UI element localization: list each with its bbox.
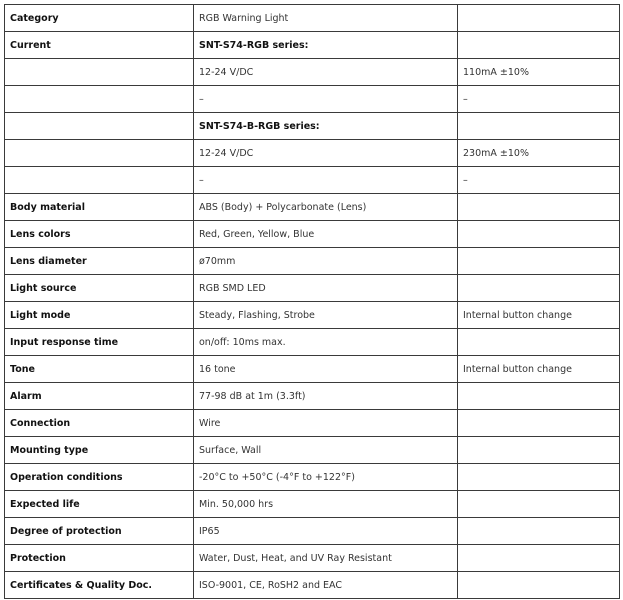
row-label: Mounting type (5, 437, 194, 464)
row-value: SNT-S74-RGB series: (194, 32, 458, 59)
row-extra (458, 410, 620, 437)
row-extra: 230mA ±10% (458, 140, 620, 167)
table-row (5, 140, 620, 167)
table-row (5, 302, 620, 329)
table-row (5, 329, 620, 356)
table-row (5, 410, 620, 437)
row-extra: 110mA ±10% (458, 59, 620, 86)
row-label: Lens diameter (5, 248, 194, 275)
row-extra: Internal button change (458, 302, 620, 329)
row-value: ISO-9001, CE, RoSH2 and EAC (194, 572, 458, 599)
row-extra (458, 32, 620, 59)
row-extra: – (458, 167, 620, 194)
row-value: 12-24 V/DC (194, 140, 458, 167)
row-extra (458, 383, 620, 410)
row-extra (458, 113, 620, 140)
table-row (5, 32, 620, 59)
row-label (5, 140, 194, 167)
table-row (5, 491, 620, 518)
table-row (5, 194, 620, 221)
row-extra: – (458, 86, 620, 113)
table-row (5, 545, 620, 572)
table-row (5, 59, 620, 86)
row-label: Protection (5, 545, 194, 572)
row-extra (458, 194, 620, 221)
row-value: Min. 50,000 hrs (194, 491, 458, 518)
table-row (5, 5, 620, 32)
row-label: Connection (5, 410, 194, 437)
row-label: Degree of protection (5, 518, 194, 545)
row-extra (458, 275, 620, 302)
row-label (5, 113, 194, 140)
row-label (5, 86, 194, 113)
row-value: – (194, 167, 458, 194)
table-row (5, 221, 620, 248)
row-extra (458, 545, 620, 572)
table-row (5, 572, 620, 599)
row-label: Tone (5, 356, 194, 383)
row-label: Alarm (5, 383, 194, 410)
row-value: IP65 (194, 518, 458, 545)
row-label: Current (5, 32, 194, 59)
row-value: RGB Warning Light (194, 5, 458, 32)
table-row (5, 167, 620, 194)
row-label (5, 167, 194, 194)
spec-table (4, 4, 620, 599)
row-value: Red, Green, Yellow, Blue (194, 221, 458, 248)
row-value: Steady, Flashing, Strobe (194, 302, 458, 329)
row-label: Operation conditions (5, 464, 194, 491)
row-value: – (194, 86, 458, 113)
row-value: -20°C to +50°C (-4°F to +122°F) (194, 464, 458, 491)
row-extra: Internal button change (458, 356, 620, 383)
row-extra (458, 5, 620, 32)
row-value: 77-98 dB at 1m (3.3ft) (194, 383, 458, 410)
row-extra (458, 437, 620, 464)
row-label: Certificates & Quality Doc. (5, 572, 194, 599)
table-row (5, 383, 620, 410)
table-row (5, 518, 620, 545)
row-extra (458, 329, 620, 356)
row-value: ABS (Body) + Polycarbonate (Lens) (194, 194, 458, 221)
row-label: Lens colors (5, 221, 194, 248)
row-extra (458, 464, 620, 491)
row-value: Wire (194, 410, 458, 437)
row-label: Light mode (5, 302, 194, 329)
row-extra (458, 572, 620, 599)
table-row (5, 437, 620, 464)
row-label: Light source (5, 275, 194, 302)
table-row (5, 464, 620, 491)
row-value: Surface, Wall (194, 437, 458, 464)
table-row (5, 248, 620, 275)
row-value: SNT-S74-B-RGB series: (194, 113, 458, 140)
row-value: RGB SMD LED (194, 275, 458, 302)
table-row (5, 275, 620, 302)
row-label (5, 59, 194, 86)
row-extra (458, 518, 620, 545)
row-label: Body material (5, 194, 194, 221)
row-value: 12-24 V/DC (194, 59, 458, 86)
row-value: on/off: 10ms max. (194, 329, 458, 356)
row-value: ø70mm (194, 248, 458, 275)
table-row (5, 356, 620, 383)
row-label: Category (5, 5, 194, 32)
row-value: Water, Dust, Heat, and UV Ray Resistant (194, 545, 458, 572)
row-label: Expected life (5, 491, 194, 518)
table-row (5, 113, 620, 140)
row-extra (458, 248, 620, 275)
row-label: Input response time (5, 329, 194, 356)
row-extra (458, 221, 620, 248)
row-value: 16 tone (194, 356, 458, 383)
table-row (5, 86, 620, 113)
row-extra (458, 491, 620, 518)
